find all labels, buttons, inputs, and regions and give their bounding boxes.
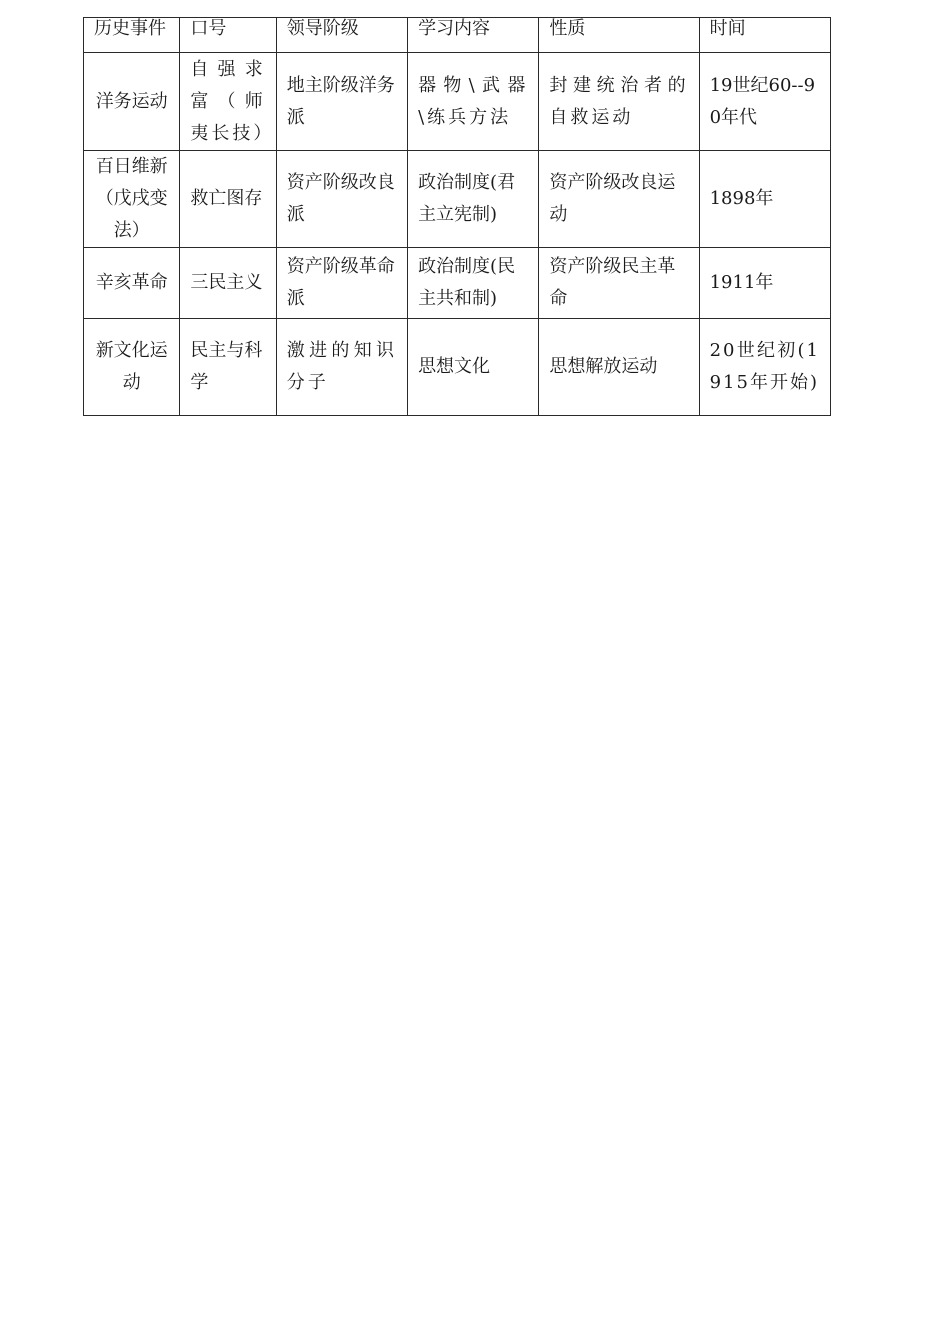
header-leader-text: 领导阶级: [286, 18, 359, 39]
table-row: [84, 151, 831, 248]
cell-nature: 思想解放运动: [539, 319, 699, 416]
cell-slogan: 三民主义: [180, 248, 276, 319]
cell-event: 辛亥革命: [84, 248, 180, 319]
header-cell-leader: [276, 18, 407, 53]
cell-time: 20世纪初(1915年开始): [699, 319, 830, 416]
cell-leader: 资产阶级改良派: [276, 151, 407, 248]
table-header-row: [84, 18, 831, 53]
cell-leader: 激进的知识分子: [276, 319, 407, 416]
table-row: [84, 319, 831, 416]
header-event-text: 历史事件: [94, 18, 166, 39]
cell-nature: 资产阶级改良运动: [539, 151, 699, 248]
cell-event: 百日维新（戊戌变法）: [84, 151, 180, 248]
cell-nature: 封建统治者的自救运动: [539, 53, 699, 151]
cell-leader: 地主阶级洋务派: [276, 53, 407, 151]
cell-event: 新文化运动: [84, 319, 180, 416]
cell-slogan: 自强求富（师夷长技）: [180, 53, 276, 151]
header-cell-nature: [539, 18, 699, 53]
table-row: [84, 248, 831, 319]
cell-time: 1898年: [699, 151, 830, 248]
header-nature-text: 性质: [549, 18, 586, 39]
cell-slogan: 民主与科学: [180, 319, 276, 416]
table-row: [84, 53, 831, 151]
cell-slogan: 救亡图存: [180, 151, 276, 248]
cell-time: 1911年: [699, 248, 830, 319]
header-cell-slogan: [180, 18, 276, 53]
cell-nature: 资产阶级民主革命: [539, 248, 699, 319]
history-events-table: [83, 17, 831, 416]
cell-event: 洋务运动: [84, 53, 180, 151]
header-time-text: 时间: [709, 18, 746, 39]
cell-content: 政治制度(民主共和制): [408, 248, 539, 319]
header-cell-event: [84, 18, 180, 53]
header-content-text: 学习内容: [418, 18, 491, 39]
header-slogan-text: 口号: [190, 18, 227, 39]
cell-content: 器物\武器\练兵方法: [408, 53, 539, 151]
cell-content: 政治制度(君主立宪制): [408, 151, 539, 248]
cell-content: 思想文化: [408, 319, 539, 416]
header-cell-content: [408, 18, 539, 53]
cell-leader: 资产阶级革命派: [276, 248, 407, 319]
header-cell-time: [699, 18, 830, 53]
cell-time: 19世纪60--90年代: [699, 53, 830, 151]
